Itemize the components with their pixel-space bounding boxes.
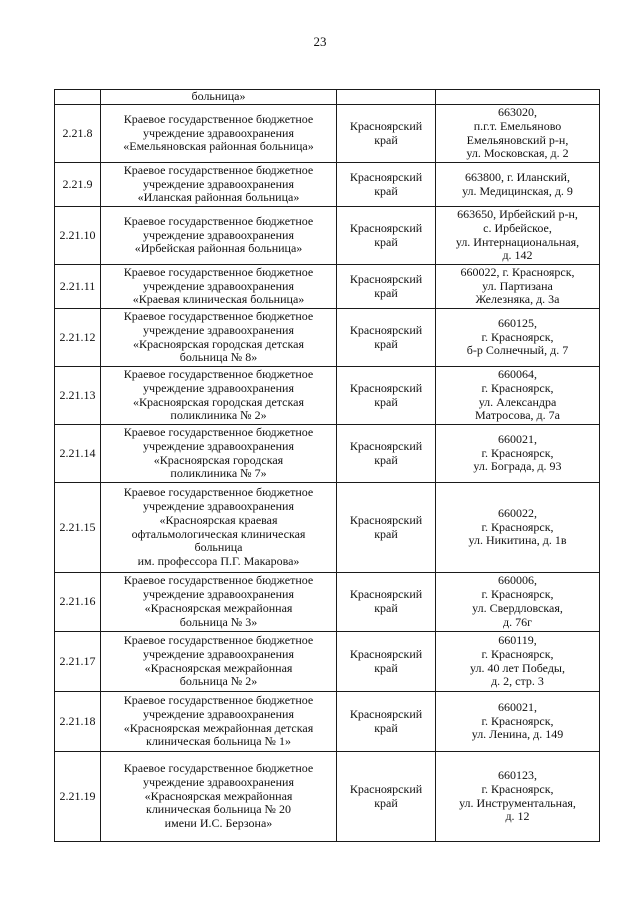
table-row bbox=[55, 573, 600, 632]
table-row bbox=[55, 367, 600, 425]
institution-name-cell: Краевое государственное бюджетное учреждение здравоохранения «Красноярская городская детская поликлиника № 2» bbox=[101, 367, 337, 425]
table-row bbox=[55, 309, 600, 367]
table-row bbox=[55, 632, 600, 692]
institution-name-cell: Краевое государственное бюджетное учреждение здравоохранения «Красноярская межрайонная детская клиническая больница № 1» bbox=[101, 692, 337, 752]
institution-name-cell: Краевое государственное бюджетное учреждение здравоохранения «Ирбейская районная больница» bbox=[101, 207, 337, 265]
row-number-cell: 2.21.15 bbox=[55, 483, 101, 573]
table-row bbox=[55, 752, 600, 842]
table-row bbox=[55, 425, 600, 483]
row-number-cell: 2.21.19 bbox=[55, 752, 101, 842]
table-row bbox=[55, 207, 600, 265]
table-row bbox=[55, 105, 600, 163]
row-number-cell: 2.21.9 bbox=[55, 163, 101, 207]
row-number-cell: 2.21.8 bbox=[55, 105, 101, 163]
continuation-region-cell bbox=[337, 90, 436, 105]
continuation-address-cell bbox=[436, 90, 600, 105]
region-cell: Красноярский край bbox=[337, 483, 436, 573]
row-number-cell: 2.21.16 bbox=[55, 573, 101, 632]
address-cell: 660022, г. Красноярск, ул. Партизана Железняка, д. 3а bbox=[436, 265, 600, 309]
region-cell: Красноярский край bbox=[337, 309, 436, 367]
region-cell: Красноярский край bbox=[337, 265, 436, 309]
institution-name-cell: Краевое государственное бюджетное учреждение здравоохранения «Красноярская городская поликлиника № 7» bbox=[101, 425, 337, 483]
row-number-cell: 2.21.14 bbox=[55, 425, 101, 483]
region-cell: Красноярский край bbox=[337, 425, 436, 483]
region-cell: Красноярский край bbox=[337, 207, 436, 265]
institution-name-cell: Краевое государственное бюджетное учреждение здравоохранения «Красноярская межрайонная больница № 2» bbox=[101, 632, 337, 692]
address-cell: 660021, г. Красноярск, ул. Ленина, д. 149 bbox=[436, 692, 600, 752]
address-cell: 663800, г. Иланский, ул. Медицинская, д. 9 bbox=[436, 163, 600, 207]
institution-name-cell: Краевое государственное бюджетное учреждение здравоохранения «Красноярская краевая офтальмологическая клиническая больница им. профессора П.Г. Макарова» bbox=[101, 483, 337, 573]
institution-name-cell: Краевое государственное бюджетное учреждение здравоохранения «Красноярская межрайонная больница № 3» bbox=[101, 573, 337, 632]
page-number: 23 bbox=[313, 34, 327, 49]
table-row bbox=[55, 265, 600, 309]
row-number-cell: 2.21.13 bbox=[55, 367, 101, 425]
institution-name-cell: Краевое государственное бюджетное учреждение здравоохранения «Краевая клиническая больница» bbox=[101, 265, 337, 309]
table-row bbox=[55, 692, 600, 752]
institution-name-cell: Краевое государственное бюджетное учреждение здравоохранения «Красноярская межрайонная клиническая больница № 20 имени И.С. Берзона» bbox=[101, 752, 337, 842]
registry-table-body bbox=[55, 90, 600, 842]
region-cell: Красноярский край bbox=[337, 692, 436, 752]
region-cell: Красноярский край bbox=[337, 163, 436, 207]
table-row bbox=[55, 483, 600, 573]
address-cell: 660125, г. Красноярск, б-р Солнечный, д. 7 bbox=[436, 309, 600, 367]
row-number-cell: 2.21.12 bbox=[55, 309, 101, 367]
address-cell: 663020, п.г.т. Емельяново Емельяновский р-н, ул. Московская, д. 2 bbox=[436, 105, 600, 163]
hospital-registry-table bbox=[54, 89, 600, 842]
row-number-cell: 2.21.17 bbox=[55, 632, 101, 692]
institution-name-cell: Краевое государственное бюджетное учреждение здравоохранения «Емельяновская районная больница» bbox=[101, 105, 337, 163]
address-cell: 660006, г. Красноярск, ул. Свердловская, д. 76г bbox=[436, 573, 600, 632]
institution-name-cell: Краевое государственное бюджетное учреждение здравоохранения «Красноярская городская детская больница № 8» bbox=[101, 309, 337, 367]
address-cell: 660021, г. Красноярск, ул. Бограда, д. 93 bbox=[436, 425, 600, 483]
row-number-cell: 2.21.10 bbox=[55, 207, 101, 265]
continuation-num-cell bbox=[55, 90, 101, 105]
continuation-name-cell: больница» bbox=[101, 90, 337, 105]
address-cell: 660119, г. Красноярск, ул. 40 лет Победы, д. 2, стр. 3 bbox=[436, 632, 600, 692]
continuation-row bbox=[55, 90, 600, 105]
address-cell: 663650, Ирбейский р-н, с. Ирбейское, ул. Интернациональная, д. 142 bbox=[436, 207, 600, 265]
row-number-cell: 2.21.11 bbox=[55, 265, 101, 309]
region-cell: Красноярский край bbox=[337, 367, 436, 425]
region-cell: Красноярский край bbox=[337, 105, 436, 163]
institution-name-cell: Краевое государственное бюджетное учреждение здравоохранения «Иланская районная больница» bbox=[101, 163, 337, 207]
address-cell: 660123, г. Красноярск, ул. Инструментальная, д. 12 bbox=[436, 752, 600, 842]
row-number-cell: 2.21.18 bbox=[55, 692, 101, 752]
region-cell: Красноярский край bbox=[337, 573, 436, 632]
address-cell: 660022, г. Красноярск, ул. Никитина, д. 1в bbox=[436, 483, 600, 573]
address-cell: 660064, г. Красноярск, ул. Александра Матросова, д. 7а bbox=[436, 367, 600, 425]
table-row bbox=[55, 163, 600, 207]
region-cell: Красноярский край bbox=[337, 632, 436, 692]
region-cell: Красноярский край bbox=[337, 752, 436, 842]
